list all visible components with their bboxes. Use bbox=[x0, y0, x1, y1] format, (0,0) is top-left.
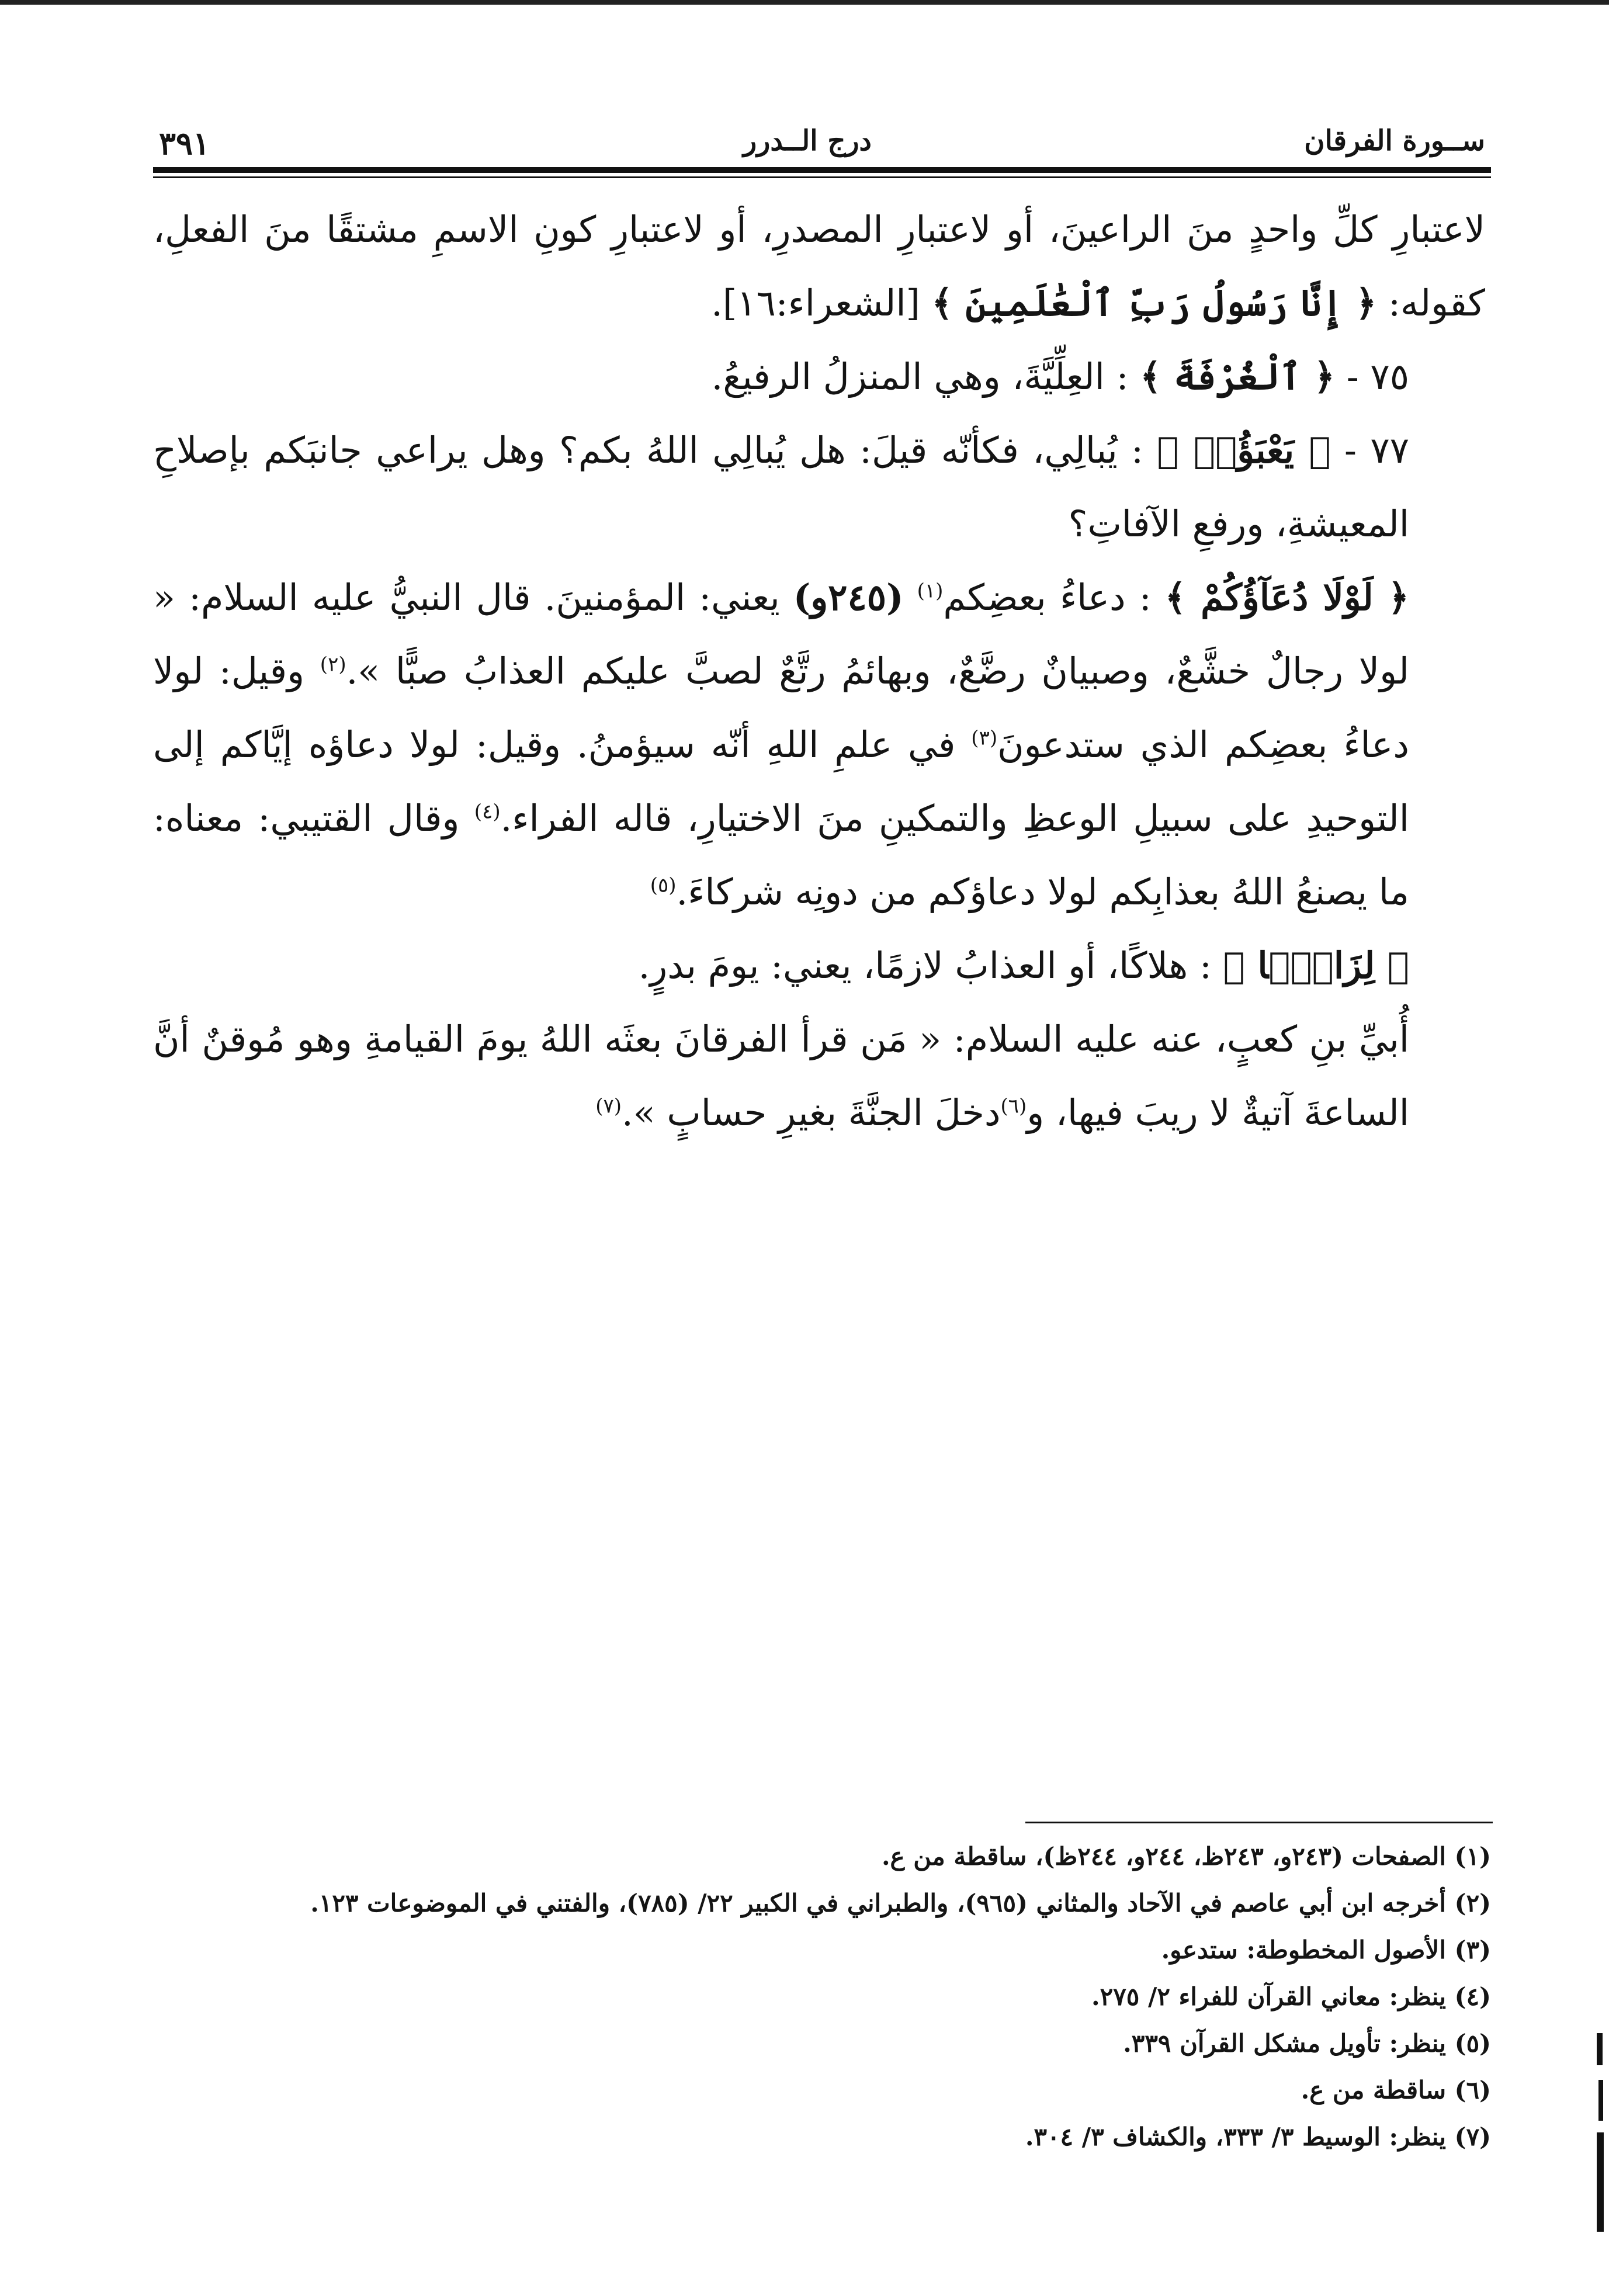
paragraph-verse-75: ٧٥ - ﴿ ٱلْغُرْفَةَ ﴾ : العِلِّيَّةَ، وهي المنزلُ الرفيعُ. bbox=[711, 355, 1409, 398]
footnote-3: (٣) الأصول المخطوطة: ستدعو. bbox=[1161, 1936, 1491, 1964]
footnote-2: (٢) أخرجه ابن أبي عاصم في الآحاد والمثاني (٩٦٥)، والطبراني في الكبير ٢٢/ (٧٨٥)، والفتني في الموضوعات ١٢٣. bbox=[310, 1889, 1491, 1917]
paragraph-lizama: ﴿ لِزَامًۢا ﴾ : هلاكًا، أو العذابُ لازمًا، يعني: يومَ بدرٍ. bbox=[638, 944, 1409, 987]
footnote-separator bbox=[1025, 1822, 1493, 1823]
main-text bbox=[153, 193, 1485, 1150]
header-rule-thin bbox=[153, 176, 1491, 178]
scan-top-edge bbox=[0, 0, 1609, 5]
footnote-ref: (٥) bbox=[650, 873, 677, 897]
quran-quote: ﴿ إِنَّا رَسُولُ رَبِّ ٱلْعَٰلَمِينَ ﴾ bbox=[931, 282, 1377, 324]
footnote-6: (٦) ساقطة من ع. bbox=[1301, 2076, 1491, 2104]
paragraph-hadith: أُبيِّ بنِ كعبٍ، عنه عليه السلام: « مَن قرأ الفرقانَ بعثَه اللهُ يومَ القيامةِ وهو مُوقنٌ أنَّ الساعةَ آتيةٌ لا ريبَ فيها، و$^{(٦)}$دخلَ الجنَّةَ بغيرِ حسابٍ ».$^{(٧)}$ bbox=[153, 1018, 1409, 1134]
footnotes bbox=[153, 1833, 1491, 2160]
quran-quote: ﴿ ٱلْغُرْفَةَ ﴾ bbox=[1140, 355, 1335, 398]
footnote-ref: (٦) bbox=[1000, 1094, 1027, 1118]
footnote-4: (٤) ينظر: معاني القرآن للفراء ٢/ ٢٧٥. bbox=[1091, 1982, 1491, 2011]
quran-quote: ﴿ لِزَامًۢا ﴾ bbox=[1223, 944, 1409, 987]
footnote-ref: (٤) bbox=[474, 800, 501, 824]
paragraph-verse-77: ٧٧ - ﴿ يَعْبَؤُا۟ ﴾ : يُبالِي، فكأنّه قيلَ: هل يُبالِي اللهُ بكم؟ وهل يراعي جانبَكم بإصلاحِ المعيشةِ، ورفعِ الآفاتِ؟ bbox=[153, 429, 1409, 545]
footnote-ref: (١) bbox=[917, 579, 944, 603]
scan-margin-mark bbox=[1597, 2033, 1603, 2065]
folio-marker: (٢٤٥و) bbox=[793, 576, 904, 619]
footnote-ref: (٢) bbox=[320, 653, 346, 677]
verse-number: ٧٥ - bbox=[1346, 355, 1409, 398]
running-header bbox=[153, 120, 1485, 172]
verse-reference: [الشعراء:١٦]. bbox=[711, 282, 920, 324]
quran-quote: ﴿ لَوْلَا دُعَآؤُكُمْ ﴾ bbox=[1164, 576, 1409, 619]
scan-margin-mark bbox=[1598, 2080, 1603, 2121]
paragraph-1: لاعتبارِ كلِّ واحدٍ منَ الراعينَ، أو لاعتبارِ المصدرِ، أو لاعتبارِ كونِ الاسمِ مشتقًا منَ الفعلِ، كقوله: ﴿ إِنَّا رَسُولُ رَبِّ ٱلْعَٰلَمِينَ ﴾ [الشعراء:١٦]. bbox=[153, 208, 1485, 324]
quran-quote: ﴿ يَعْبَؤُا۟ ﴾ bbox=[1157, 429, 1331, 471]
footnote-7: (٧) ينظر: الوسيط ٣/ ٣٣٣، والكشاف ٣/ ٣٠٤. bbox=[1025, 2122, 1491, 2151]
footnote-1: (١) الصفحات (٢٤٣و، ٢٤٣ظ، ٢٤٤و، ٢٤٤ظ)، ساقطة من ع. bbox=[881, 1842, 1491, 1871]
paragraph-dua: ﴿ لَوْلَا دُعَآؤُكُمْ ﴾ : دعاءُ بعضِكم$^{(١)}$ (٢٤٥و) يعني: المؤمنينَ. قال النبيُّ عليه السلام: « لولا رجالٌ خشَّعٌ، وصبيانٌ رضَّعٌ، وبهائمُ رتَّعٌ لصبَّ عليكم العذابُ صبًّا ».$^{(٢)}$ وقيل: لولا دعاءُ بعضِكم الذي ستدعونَ$^{(٣)}$ في علمِ اللهِ أنّه سيؤمنُ. وقيل: لولا دعاؤه إيَّاكم إلى التوحيدِ على سبيلِ الوعظِ والتمكينِ منَ الاختيارِ، قاله الفراء.$^{(٤)}$ وقال القتيبي: معناه: ما يصنعُ اللهُ بعذابِكم لولا دعاؤكم من دونِه شركاءَ.$^{(٥)}$ bbox=[153, 576, 1409, 913]
scan-margin-mark bbox=[1597, 2132, 1604, 2232]
surah-title: ســورة الفرقان bbox=[1304, 124, 1485, 157]
footnote-5: (٥) ينظر: تأويل مشكل القرآن ٣٣٩. bbox=[1123, 2029, 1491, 2058]
header-rule-thick bbox=[153, 167, 1491, 173]
footnote-ref: (٣) bbox=[971, 726, 998, 750]
page-number: ٣٩١ bbox=[159, 124, 210, 162]
footnote-ref: (٧) bbox=[595, 1094, 622, 1118]
verse-number: ٧٧ - bbox=[1344, 429, 1409, 471]
book-title: درج الــدرر bbox=[743, 124, 872, 157]
